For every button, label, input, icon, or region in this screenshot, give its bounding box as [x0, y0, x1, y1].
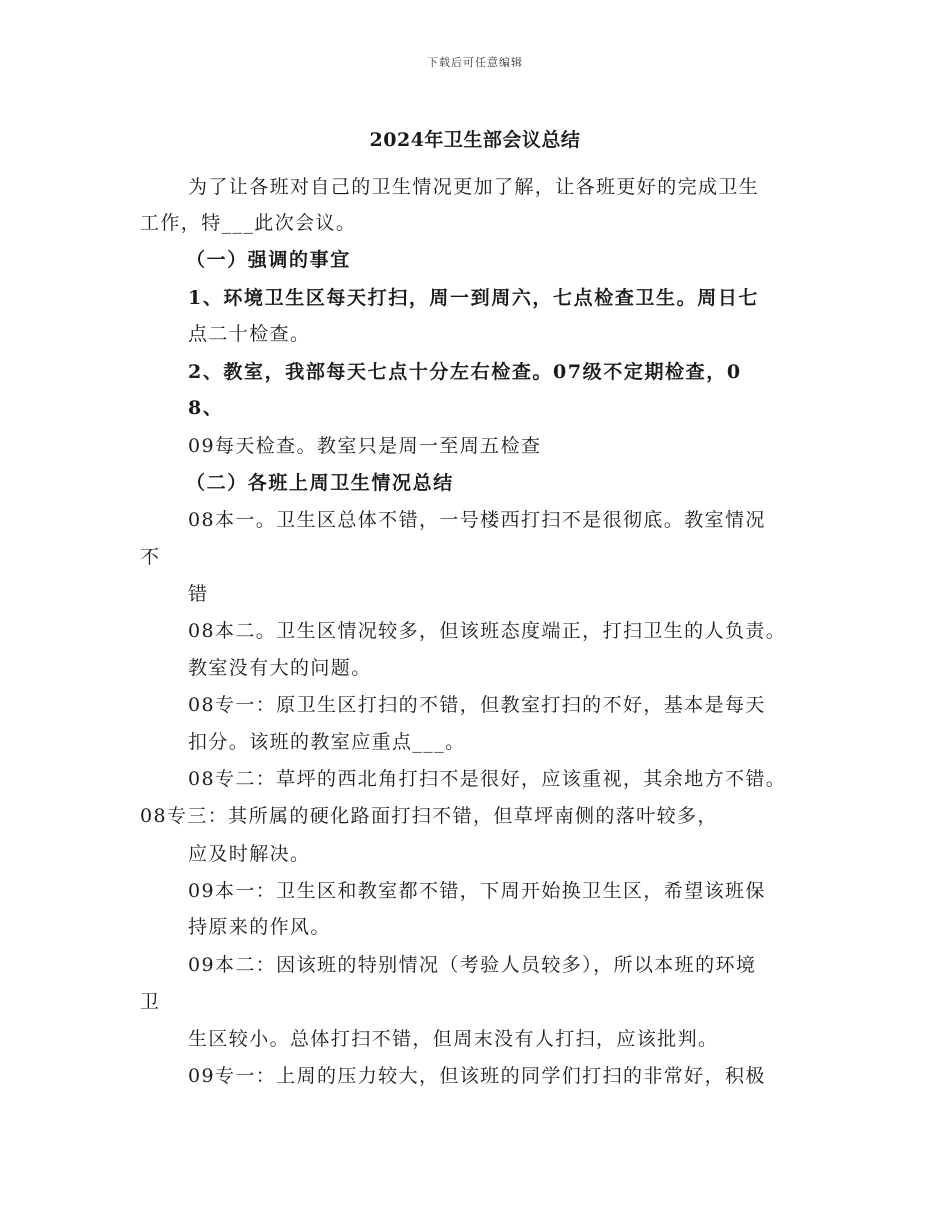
paragraph-line: 08专三：其所属的硬化路面打扫不错，但草坪南侧的落叶较多， — [140, 805, 718, 827]
paragraph-line: 08专二：草坪的西北角打扫不是很好，应该重视，其余地方不错。 — [188, 768, 787, 790]
paragraph-line: 08本一。卫生区总体不错，一号楼西打扫不是很彻底。教室情况 — [188, 509, 766, 531]
paragraph-line: 09本二：因该班的特别情况（考验人员较多），所以本班的环境 — [188, 954, 757, 976]
paragraph-line: 为了让各班对自己的卫生情况更加了解，让各班更好的完成卫生 — [188, 176, 760, 198]
paragraph-line: 2、教室，我部每天七点十分左右检查。07级不定期检查，0 — [188, 361, 742, 383]
paragraph-line: 08本二。卫生区情况较多，但该班态度端正，打扫卫生的人负责。 — [188, 620, 787, 642]
paragraph-line: 卫 — [140, 991, 161, 1013]
paragraph-line: 不 — [140, 546, 161, 568]
paragraph-line: 工作，特___此次会议。 — [140, 212, 357, 234]
paragraph-line: 09每天检查。教室只是周一至周五检查 — [188, 435, 542, 457]
paragraph-line: 8、 — [188, 397, 224, 419]
paragraph-line: 09专一：上周的压力较大，但该班的同学们打扫的非常好，积极 — [188, 1065, 766, 1087]
paragraph-line: 点二十检查。 — [188, 323, 311, 345]
paragraph-line: 生区较小。总体打扫不错，但周末没有人打扫，应该批判。 — [188, 1028, 719, 1050]
paragraph-line: 持原来的作风。 — [188, 916, 331, 938]
section-heading: （二）各班上周卫生情况总结 — [186, 472, 454, 494]
paragraph-line: 应及时解决。 — [188, 843, 311, 865]
paragraph-line: 1、环境卫生区每天打扫，周一到周六，七点检查卫生。周日七 — [188, 287, 760, 309]
paragraph-line: 扣分。该班的教室应重点___。 — [188, 731, 466, 753]
section-heading: （一）强调的事宜 — [186, 249, 351, 271]
document-title: 2024年卫生部会议总结 — [369, 129, 581, 151]
header-note: 下载后可任意编辑 — [427, 56, 523, 69]
paragraph-line: 错 — [188, 583, 209, 605]
paragraph-line: 08专一：原卫生区打扫的不错，但教室打扫的不好，基本是每天 — [188, 694, 766, 716]
paragraph-line: 教室没有大的问题。 — [188, 657, 372, 679]
paragraph-line: 09本一：卫生区和教室都不错，下周开始换卫生区，希望该班保 — [188, 880, 766, 902]
